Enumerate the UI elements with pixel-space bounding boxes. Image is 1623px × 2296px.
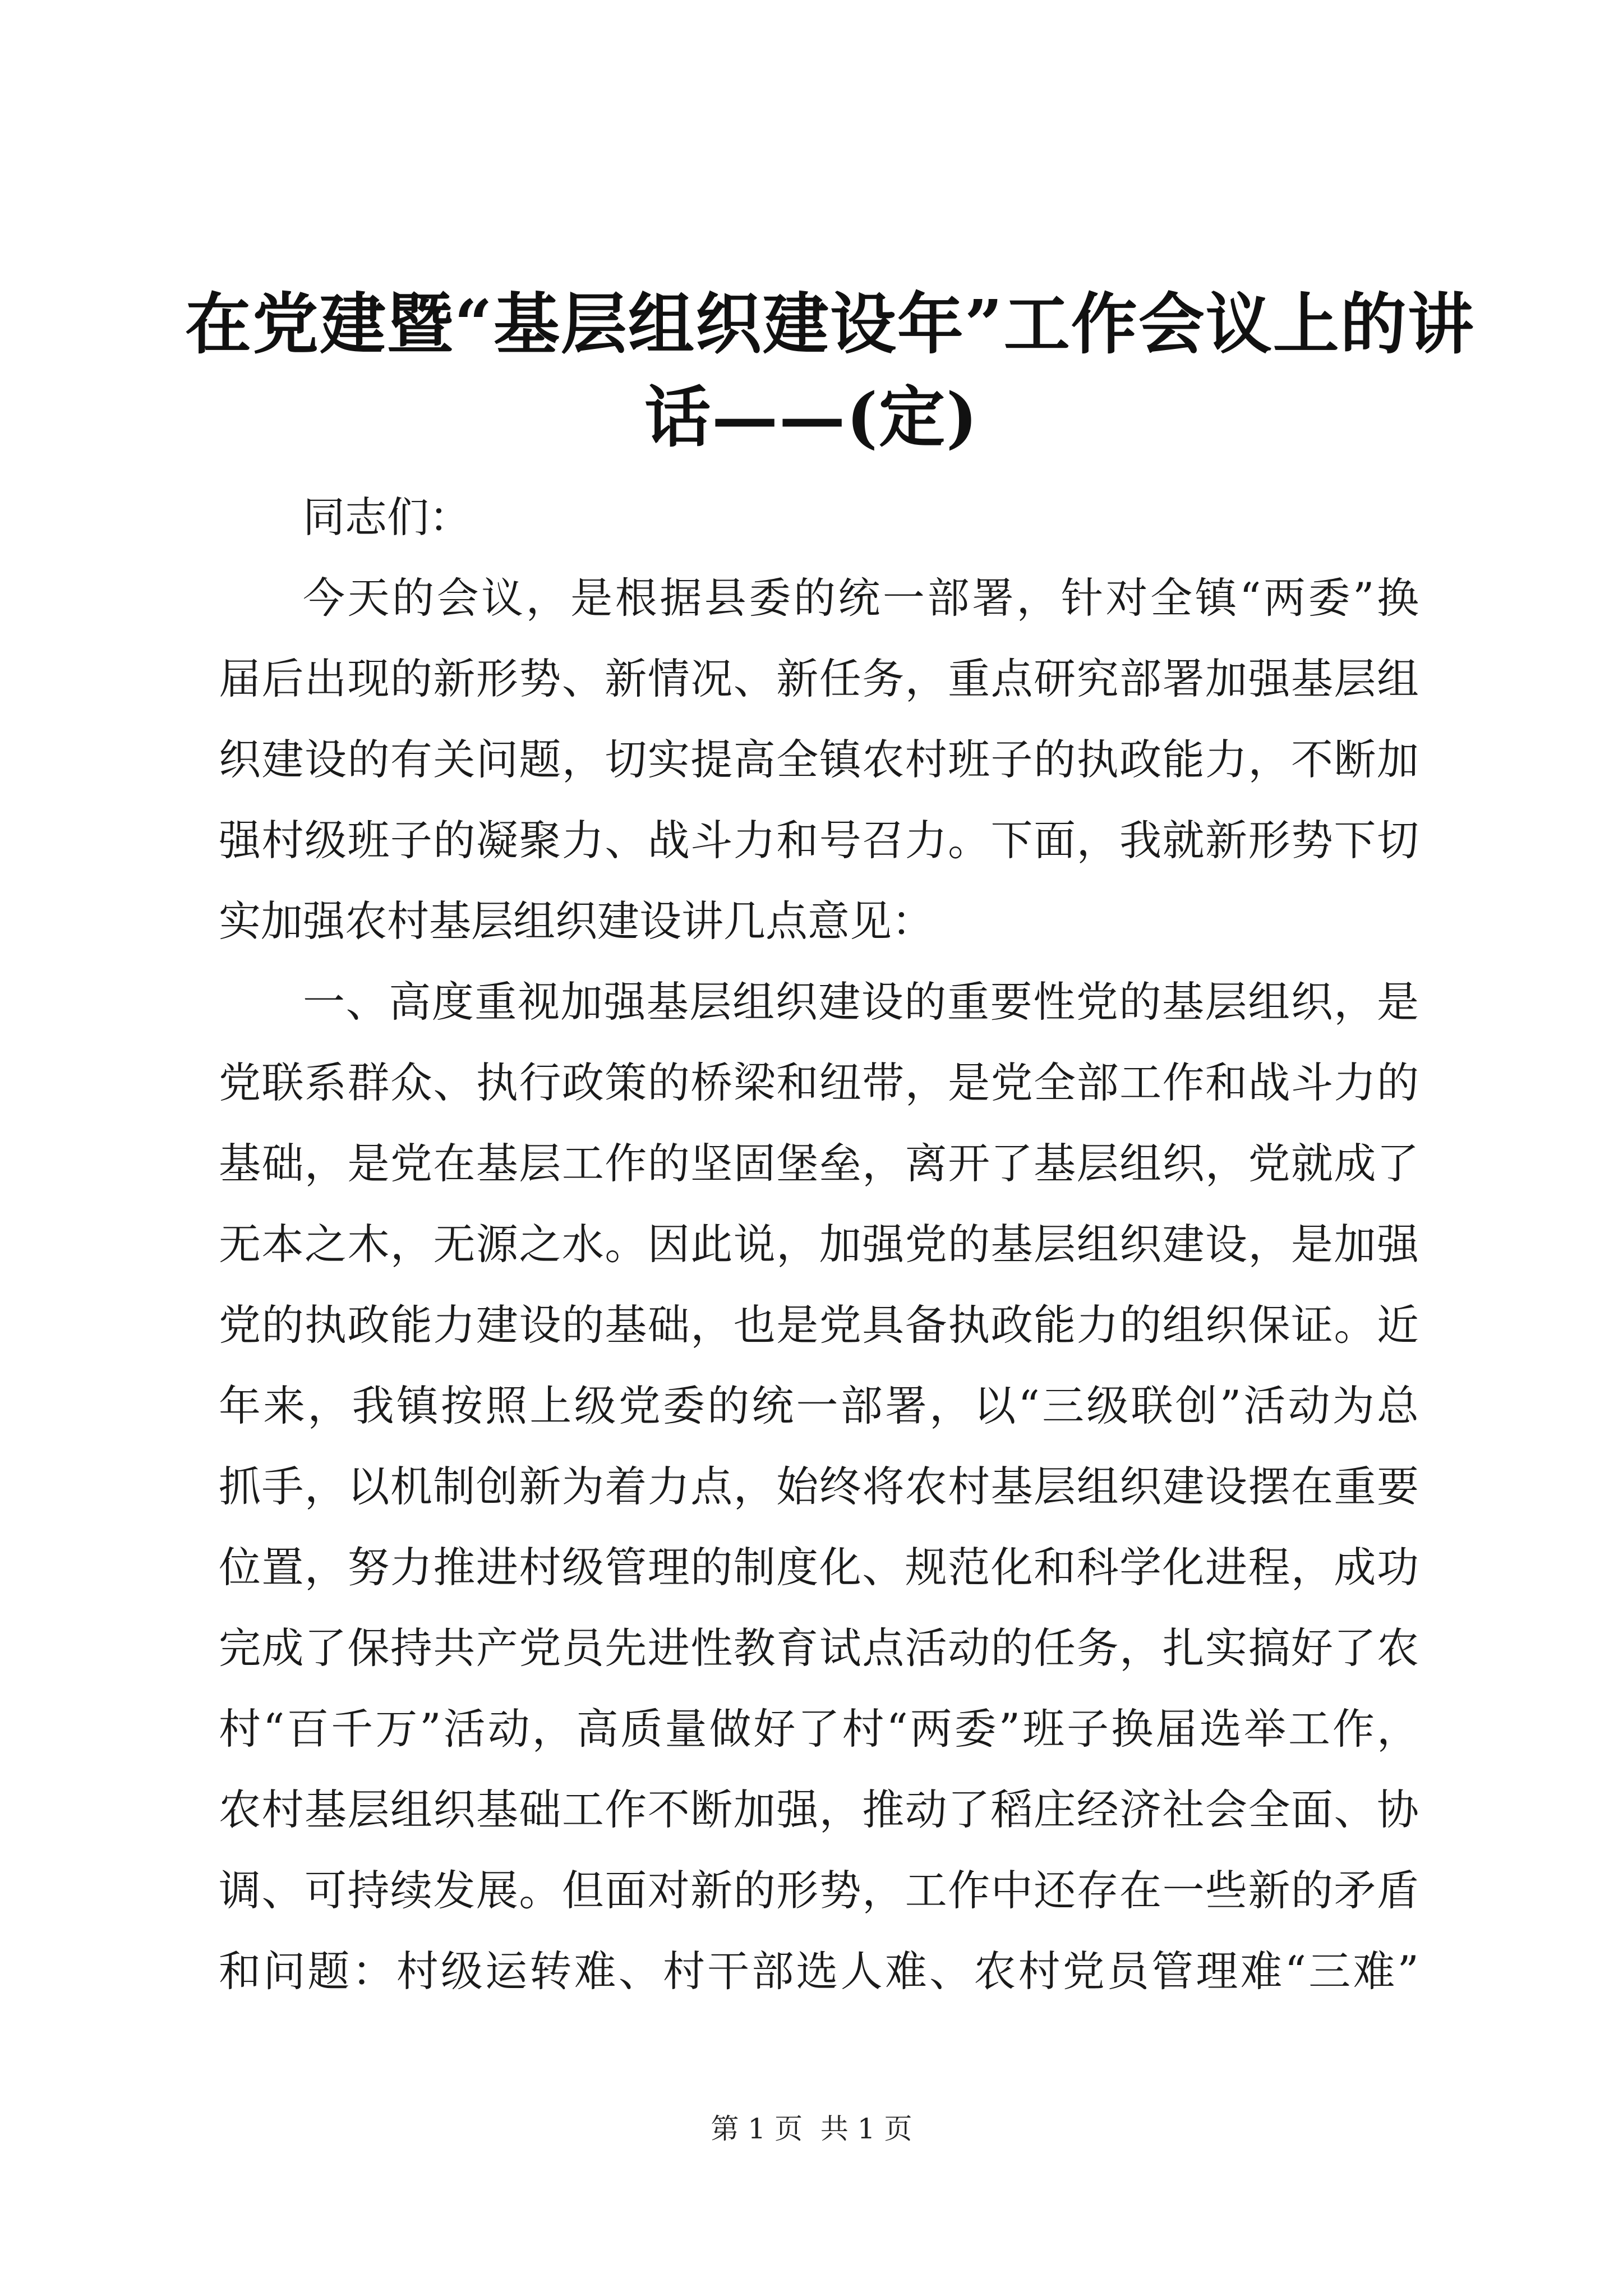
paragraph-2-line: 党联系群众、执行政策的桥梁和纽带，是党全部工作和战斗力的 xyxy=(219,1058,1419,1107)
page-footer xyxy=(0,2109,1623,2148)
paragraph-2-line: 基础，是党在基层工作的坚固堡垒，离开了基层组织，党就成了 xyxy=(219,1139,1419,1188)
paragraph-1-line: 实加强农村基层组织建设讲几点意见： xyxy=(219,896,934,946)
paragraph-2-line: 完成了保持共产党员先进性教育试点活动的任务，扎实搞好了农 xyxy=(219,1623,1419,1673)
document-title xyxy=(185,278,1475,464)
paragraph-2-line: 农村基层组织基础工作不断加强，推动了稻庄经济社会全面、协 xyxy=(219,1785,1419,1834)
paragraph-2-line: 调、可持续发展。但面对新的形势，工作中还存在一些新的矛盾 xyxy=(219,1866,1419,1915)
paragraph-2-line: 党的执政能力建设的基础，也是党具备执政能力的组织保证。近 xyxy=(219,1300,1419,1350)
paragraph-1-line: 织建设的有关问题，切实提高全镇农村班子的执政能力，不断加 xyxy=(219,735,1419,784)
paragraph-1-line: 届后出现的新形势、新情况、新任务，重点研究部署加强基层组 xyxy=(219,654,1419,703)
paragraph-2-line: 村“百千万”活动，高质量做好了村“两委”班子换届选举工作， xyxy=(219,1704,1419,1754)
paragraph-2-line: 一、高度重视加强基层组织建设的重要性党的基层组织，是 xyxy=(303,977,1419,1027)
paragraph-1-line: 今天的会议，是根据县委的统一部署，针对全镇“两委”换 xyxy=(303,573,1419,623)
title-line-1: 在党建暨“基层组织建设年”工作会议上的讲 xyxy=(185,285,1475,363)
title-line-2: 话——(定) xyxy=(644,378,979,456)
paragraph-2-line: 无本之木，无源之水。因此说，加强党的基层组织建设，是加强 xyxy=(219,1220,1419,1269)
page-number-label: 第 1 页 共 1 页 xyxy=(711,2113,912,2145)
paragraph-2-line: 年来，我镇按照上级党委的统一部署，以“三级联创”活动为总 xyxy=(219,1381,1419,1430)
paragraph-2-line: 抓手，以机制创新为着力点，始终将农村基层组织建设摆在重要 xyxy=(219,1462,1419,1511)
paragraph-1-line: 强村级班子的凝聚力、战斗力和号召力。下面，我就新形势下切 xyxy=(219,816,1419,865)
paragraph-2-line: 位置，努力推进村级管理的制度化、规范化和科学化进程，成功 xyxy=(219,1543,1419,1592)
document-body xyxy=(219,477,1419,2012)
paragraph-2-line: 和问题：村级运转难、村干部选人难、农村党员管理难“三难” xyxy=(219,1947,1419,1996)
salutation: 同志们： xyxy=(303,493,472,542)
